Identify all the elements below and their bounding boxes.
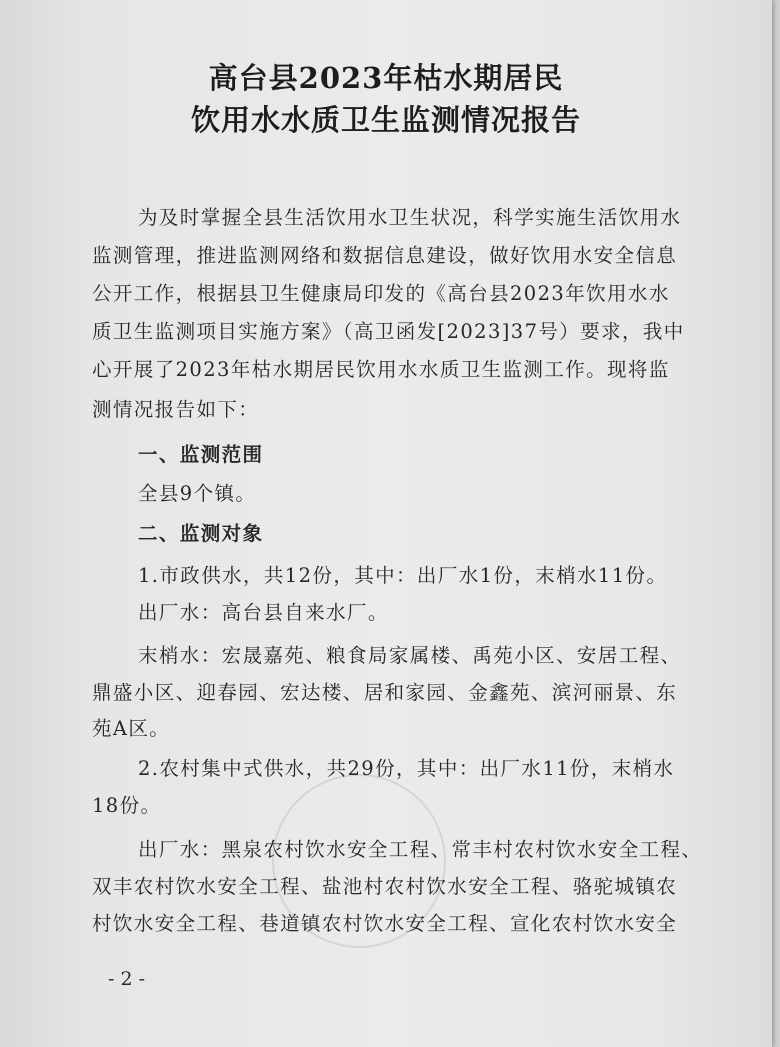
body-line: 2.农村集中式供水，共29份，其中：出厂水11份，末梢水	[138, 757, 675, 780]
body-line: 测情况报告如下：	[92, 398, 260, 421]
section-heading-scope: 一、监测范围	[138, 443, 264, 466]
body-line: 鼎盛小区、迎春园、宏达楼、居和家园、金鑫苑、滨河丽景、东	[92, 681, 678, 704]
body-line: 全县9个镇。	[138, 482, 257, 505]
document-title-line-2: 饮用水水质卫生监测情况报告	[190, 103, 581, 137]
body-line: 出厂水：黑泉农村饮水安全工程、常丰村农村饮水安全工程、	[138, 838, 703, 861]
body-line: 1.市政供水，共12份，其中：出厂水1份，末梢水11份。	[138, 564, 668, 587]
body-line: 监测管理，推进监测网络和数据信息建设，做好饮用水安全信息	[92, 244, 678, 267]
body-line: 质卫生监测项目实施方案》（高卫函发[2023]37号）要求，我中	[92, 320, 685, 343]
section-heading-objects: 二、监测对象	[138, 522, 264, 545]
body-line: 为及时掌握全县生活饮用水卫生状况，科学实施生活饮用水	[138, 206, 682, 229]
body-line: 18份。	[92, 794, 162, 817]
body-line: 苑A区。	[92, 717, 171, 740]
page-number: - 2 -	[108, 968, 146, 990]
body-line: 村饮水安全工程、巷道镇农村饮水安全工程、宣化农村饮水安全	[92, 912, 678, 935]
body-line: 公开工作，根据县卫生健康局印发的《高台县2023年饮用水水	[92, 282, 670, 305]
body-line: 心开展了2023年枯水期居民饮用水水质卫生监测工作。现将监	[92, 358, 670, 381]
body-line: 末梢水：宏晟嘉苑、粮食局家属楼、禹苑小区、安居工程、	[138, 644, 682, 667]
body-line: 双丰农村饮水安全工程、盐池村农村饮水安全工程、骆驼城镇农	[92, 875, 678, 898]
body-line: 出厂水：高台县自来水厂。	[138, 601, 389, 624]
document-title-line-1: 高台县2023年枯水期居民	[208, 61, 564, 95]
